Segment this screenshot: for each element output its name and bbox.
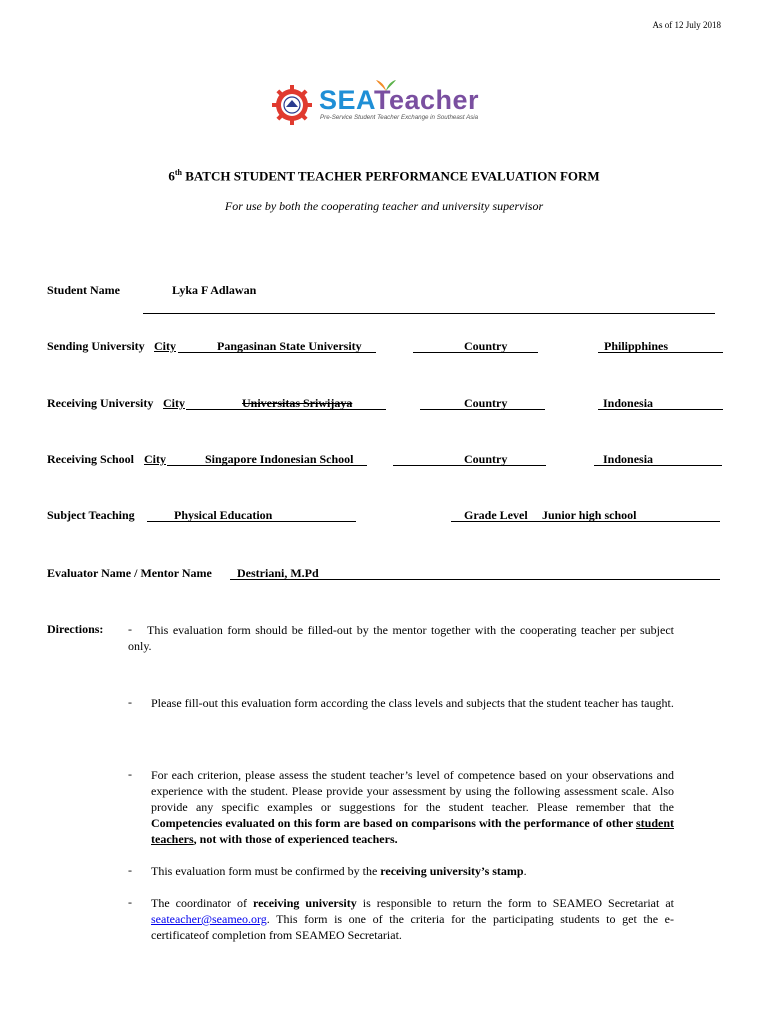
receiving-university-country-label: Country: [464, 396, 508, 410]
title-ordinal: 6: [168, 168, 175, 184]
logo-wordmark: [319, 85, 479, 115]
direction-3-underlined: student teachers: [151, 816, 674, 846]
direction-item-1: This evaluation form should be filled-out by the mentor together with the cooperating teacher per subject only.: [128, 623, 674, 653]
student-name-value[interactable]: Lyka F Adlawan: [172, 283, 257, 297]
direction-bullet-4: -: [128, 863, 132, 877]
sending-university-label: Sending University: [47, 339, 145, 353]
receiving-university-city-value[interactable]: Universitas Sriwijaya: [242, 396, 353, 410]
direction-4-bold: receiving university’s stamp: [380, 864, 524, 878]
receiving-school-label: Receiving School: [47, 452, 134, 466]
email-link[interactable]: seateacher@seameo.org: [151, 912, 267, 926]
evaluator-label: Evaluator Name / Mentor Name: [47, 566, 212, 580]
direction-bullet-2: -: [128, 695, 132, 709]
receiving-university-city-label: City: [163, 396, 185, 410]
direction-5-bold: receiving university: [252, 896, 357, 910]
seameo-gear-icon: [272, 85, 312, 125]
logo-tagline: Pre-Service Student Teacher Exchange in Southeast Asia: [320, 114, 479, 121]
title-ordinal-suffix: th: [174, 168, 182, 177]
direction-bullet-3: -: [128, 767, 132, 781]
subject-teaching-label: Subject Teaching: [47, 508, 135, 522]
receiving-university-label: Receiving University: [47, 396, 154, 410]
direction-bullet-1: -: [128, 622, 132, 636]
sending-country-label: Country: [464, 339, 508, 353]
direction-item-3: [151, 767, 674, 847]
direction-5-text-c: . This form is one of the criteria for the participating students to get the e-certificateof completion from SEAMEO Secretariat.: [151, 912, 674, 942]
sending-city-label: City: [154, 339, 176, 353]
subject-teaching-value[interactable]: Physical Education: [174, 508, 273, 522]
direction-3-bold: Competencies evaluated on this form are based on comparisons with the performance of other: [151, 816, 636, 830]
logo-text-teacher: Teacher: [374, 85, 480, 115]
direction-item-4: [151, 863, 674, 879]
direction-item-5: [151, 895, 674, 943]
grade-level-value[interactable]: Junior high school: [542, 508, 637, 522]
direction-3-bold-end: , not with those of experienced teachers.: [193, 832, 398, 846]
form-subtitle: For use by both the cooperating teacher and university supervisor: [224, 199, 544, 213]
direction-5-text-b: is responsible to return the form to SEAMEO Secretariat at: [356, 896, 674, 910]
form-title: [0, 168, 768, 184]
document-date: As of 12 July 2018: [652, 20, 721, 30]
direction-4-end: .: [523, 864, 527, 878]
direction-item-2: Please fill-out this evaluation form according the class levels and subjects that the student teacher has taught.: [151, 696, 674, 710]
receiving-school-country-label: Country: [464, 452, 508, 466]
logo-text-sea: SEA: [319, 85, 375, 115]
sending-country-value[interactable]: Philipphines: [604, 339, 669, 353]
student-name-line: [143, 313, 715, 314]
seateacher-logo: [272, 83, 498, 127]
receiving-university-country-value[interactable]: Indonesia: [603, 396, 654, 410]
title-text: BATCH STUDENT TEACHER PERFORMANCE EVALUATION FORM: [185, 168, 600, 184]
grade-level-label: Grade Level: [464, 508, 528, 522]
direction-3-text-a: For each criterion, please assess the student teacher’s level of competence based on your observations and experience with the student. Please provide your assessment by using the following assessment scale. Also provide any specific examples or suggestions for the student teacher. Please remember that the: [151, 768, 674, 814]
receiving-school-city-value[interactable]: Singapore Indonesian School: [205, 452, 354, 466]
receiving-school-city-label: City: [144, 452, 166, 466]
receiving-school-country-value[interactable]: Indonesia: [603, 452, 654, 466]
direction-5-text-a: The coordinator of: [151, 896, 253, 910]
direction-4-text: This evaluation form must be confirmed by the: [151, 864, 381, 878]
sprout-icon: [375, 77, 397, 91]
evaluator-value[interactable]: Destriani, M.Pd: [237, 566, 319, 580]
student-name-label: Student Name: [47, 283, 121, 297]
direction-bullet-5: -: [128, 895, 132, 909]
sending-city-value[interactable]: Pangasinan State University: [217, 339, 362, 353]
directions-label: Directions:: [47, 622, 104, 636]
